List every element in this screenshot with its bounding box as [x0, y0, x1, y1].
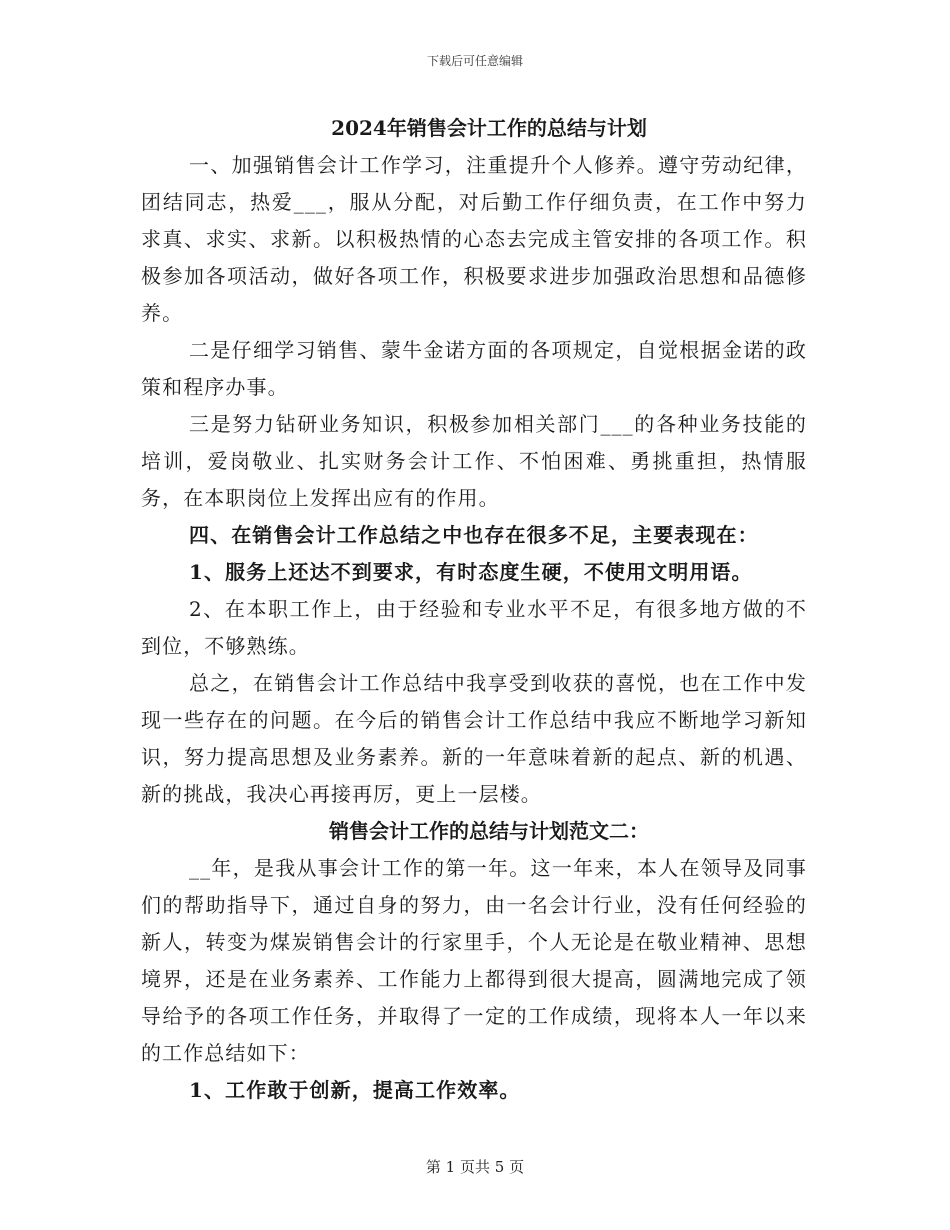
paragraph-4-heading: 四、在销售会计工作总结之中也存在很多不足，主要表现在：	[189, 523, 759, 547]
paragraph-7: 总之，在销售会计工作总结中我享受到收获的喜悦，也在工作中发现一些存在的问题。在今后的销售会计工作总结中我应不断地学习新知识，努力提高思想及业务素养。新的一年意味着新的起点、新的机遇、新的挑战，我决心再接再厉，更上一层楼。	[141, 671, 807, 806]
document-body	[141, 110, 807, 1109]
paragraph-1: 一、加强销售会计工作学习，注重提升个人修养。遵守劳动纪律，团结同志，热爱___，服从分配，对后勤工作仔细负责，在工作中努力求真、求实、求新。以积极热情的心态去完成主管安排的各项工作。积极参加各项活动，做好各项工作，积极要求进步加强政治思想和品德修养。	[141, 153, 807, 325]
paragraph-2: 二是仔细学习销售、蒙牛金诺方面的各项规定，自觉根据金诺的政策和程序办事。	[141, 338, 807, 399]
page-footer-number: 第 1 页共 5 页	[425, 1158, 525, 1176]
paragraph-9-point: 1、工作敢于创新，提高工作效率。	[189, 1078, 521, 1102]
section-subtitle: 销售会计工作的总结与计划范文二：	[329, 819, 649, 843]
paragraph-8: __年，是我从事会计工作的第一年。这一年来，本人在领导及同事们的帮助指导下，通过自身的努力，由一名会计行业，没有任何经验的新人，转变为煤炭销售会计的行家里手，个人无论是在敬业精神、思想境界，还是在业务素养、工作能力上都得到很大提高，圆满地完成了领导给予的各项工作任务，并取得了一定的工作成绩，现将本人一年以来的工作总结如下：	[141, 856, 807, 1065]
document-title: 2024年销售会计工作的总结与计划	[331, 116, 647, 140]
paragraph-5-point: 1、服务上还达不到要求，有时态度生硬，不使用文明用语。	[189, 560, 753, 584]
paragraph-6: 2、在本职工作上，由于经验和专业水平不足，有很多地方做的不到位，不够熟练。	[141, 597, 807, 658]
paragraph-3: 三是努力钻研业务知识，积极参加相关部门___的各种业务技能的培训，爱岗敬业、扎实财务会计工作、不怕困难、勇挑重担，热情服务，在本职岗位上发挥出应有的作用。	[141, 412, 807, 510]
page-header-note: 下载后可任意编辑	[426, 54, 523, 68]
